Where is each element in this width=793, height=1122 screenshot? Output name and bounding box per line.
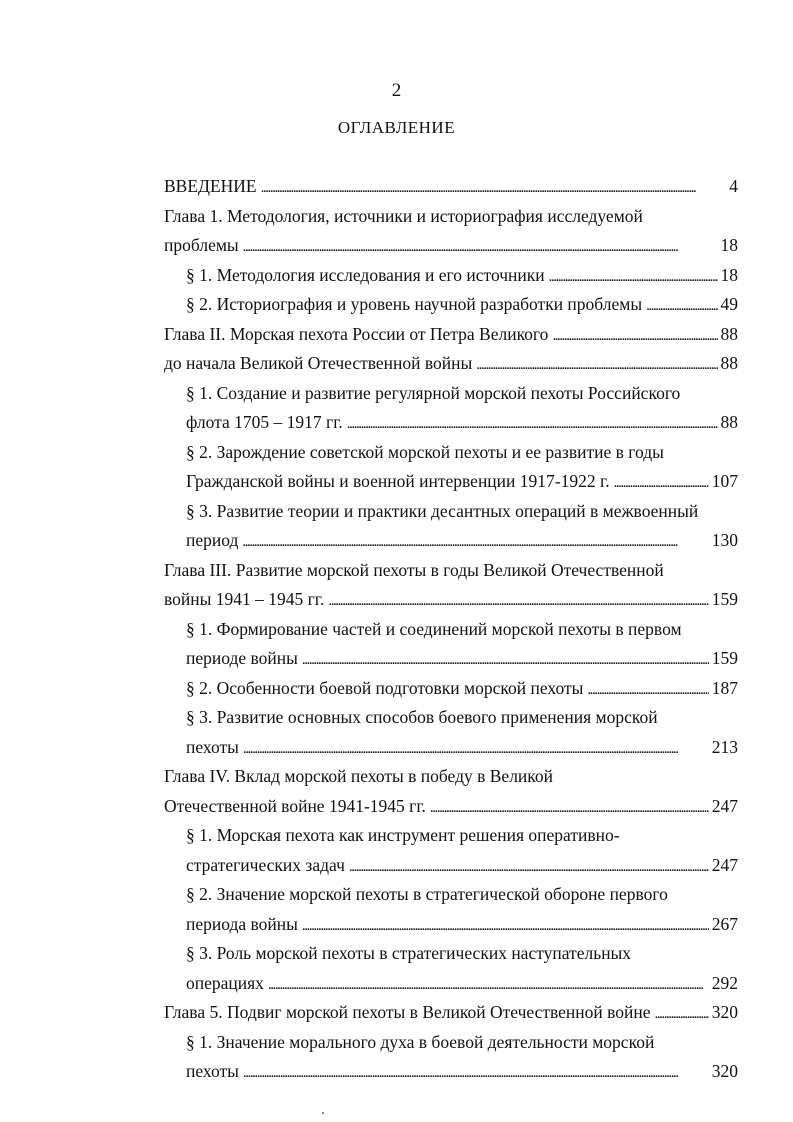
toc-entry-chapter-1-line2 [164, 231, 738, 261]
toc-entry-title: пехоты [186, 736, 239, 757]
toc-entry-page: 159 [711, 589, 738, 609]
toc-entry-page: 213 [711, 736, 738, 757]
dot-leader [302, 644, 709, 676]
dot-leader [549, 261, 718, 293]
toc-entry-ch2-section-2-line1 [164, 438, 738, 468]
toc-entry-introduction [164, 172, 738, 202]
toc-entry-ch3-section-1-line1 [164, 615, 738, 645]
dot-leader [242, 526, 708, 558]
toc-entry-title: Глава 1. Методология, источники и историография исследуемой [164, 205, 643, 226]
toc-entry-page: 88 [720, 412, 738, 432]
toc-entry-title: § 1. Методология исследования и его источники [186, 264, 545, 285]
toc-entry-page: 88 [720, 353, 738, 373]
dot-leader [430, 792, 709, 824]
toc-entry-chapter-1-line1 [164, 202, 738, 232]
toc-entry-ch3-section-1-line2 [164, 644, 738, 674]
toc-entry-page: 49 [720, 294, 738, 314]
toc-entry-title: пехоты [186, 1061, 239, 1081]
toc-entry-title: § 1. Значение морального духа в боевой деятельности морской [186, 1031, 655, 1052]
toc-entry-title: стратегических задач [186, 854, 345, 875]
dot-leader [243, 733, 709, 765]
toc-entry-ch3-section-3-line2 [164, 733, 738, 763]
toc-entry-chapter-3-line1 [164, 556, 738, 586]
toc-entry-title: § 2. Особенности боевой подготовки морской пехоты [186, 677, 584, 698]
toc-entry-title: Отечественной войне 1941-1945 гг. [164, 795, 426, 816]
toc-entry-page: 159 [711, 648, 738, 668]
toc-entry-title: проблемы [164, 235, 239, 255]
toc-entry-ch3-section-2 [164, 674, 738, 704]
dot-leader [552, 320, 717, 352]
dot-leader [243, 231, 718, 263]
toc-entry-title: период [186, 530, 239, 550]
toc-entry-ch3-section-3-line1 [164, 703, 738, 733]
toc-entry-title: Глава II. Морская пехота России от Петра Великого [164, 323, 549, 344]
dot-leader [268, 969, 709, 1001]
toc-entry-title: § 2. Значение морской пехоты в стратегической обороне первого [186, 884, 668, 904]
toc-entry-title: § 3. Развитие основных способов боевого применения морской [186, 707, 658, 727]
toc-entry-chapter-4-line1 [164, 762, 738, 792]
toc-entry-title: ВВЕДЕНИЕ [164, 176, 257, 196]
toc-entry-ch5-section-1-line1 [164, 1028, 738, 1058]
toc-entry-page: 247 [711, 795, 738, 816]
toc-entry-title: § 1. Создание и развитие регулярной морской пехоты Российского [186, 382, 681, 403]
dot-leader [243, 1057, 709, 1089]
dot-leader [347, 408, 718, 440]
toc-entry-chapter-5 [164, 998, 738, 1028]
toc-entry-title: Глава IV. Вклад морской пехоты в победу в Великой [164, 766, 554, 786]
toc-entry-ch1-section-1 [164, 261, 738, 291]
toc-entry-title: до начала Великой Отечественной войны [164, 353, 473, 373]
toc-entry-ch4-section-2-line2 [164, 910, 738, 940]
dot-leader [655, 998, 709, 1030]
dot-leader [614, 467, 709, 499]
toc-entry-page: 107 [711, 471, 738, 491]
toc-entry-ch2-section-3-line2 [164, 526, 738, 556]
toc-entry-title: § 1. Морская пехота как инструмент решения оперативно- [186, 825, 620, 845]
scan-speck [322, 1112, 324, 1114]
dot-leader [328, 585, 708, 617]
toc-entry-chapter-4-line2 [164, 792, 738, 822]
toc-entry-title: операциях [186, 972, 264, 993]
toc-entry-ch4-section-1-line2 [164, 851, 738, 881]
toc-entry-page: 88 [720, 323, 738, 344]
dot-leader [349, 851, 709, 883]
toc-entry-title: § 1. Формирование частей и соединений морской пехоты в первом [186, 618, 682, 639]
dot-leader [646, 290, 717, 322]
dot-leader [302, 910, 709, 942]
toc-entry-ch2-section-1-line1 [164, 379, 738, 409]
toc-entry-title: § 3. Роль морской пехоты в стратегических наступательных [186, 943, 632, 963]
dot-leader [476, 349, 717, 381]
toc-entry-ch2-section-1-line2 [164, 408, 738, 438]
toc-entry-title: периоде войны [186, 648, 298, 668]
toc-entry-ch2-section-2-line2 [164, 467, 738, 497]
toc-entry-page: 267 [711, 913, 738, 934]
toc-entry-chapter-2-line2 [164, 349, 738, 379]
toc-entry-title: § 2. Зарождение советской морской пехоты и ее развитие в годы [186, 441, 664, 462]
table-of-contents [164, 172, 738, 1087]
toc-entry-page: 130 [711, 530, 738, 550]
toc-entry-chapter-3-line2 [164, 585, 738, 615]
toc-entry-page: 247 [711, 854, 738, 875]
dot-leader [261, 172, 727, 204]
toc-entry-ch1-section-2 [164, 290, 738, 320]
toc-entry-title: периода войны [186, 913, 298, 934]
toc-entry-page: 320 [711, 1061, 738, 1081]
toc-entry-ch4-section-3-line1 [164, 939, 738, 969]
toc-entry-ch4-section-1-line1 [164, 821, 738, 851]
dot-leader [587, 674, 708, 706]
toc-entry-page: 320 [711, 1002, 738, 1022]
toc-title: ОГЛАВЛЕНИЕ [337, 118, 456, 137]
toc-entry-chapter-2-line1 [164, 320, 738, 350]
toc-entry-page: 18 [720, 235, 738, 255]
toc-entry-title: флота 1705 – 1917 гг. [186, 412, 343, 432]
toc-entry-ch2-section-3-line1 [164, 497, 738, 527]
toc-entry-ch4-section-2-line1 [164, 880, 738, 910]
toc-entry-page: 187 [711, 677, 738, 698]
toc-entry-page: 292 [711, 972, 738, 993]
toc-entry-title: Глава 5. Подвиг морской пехоты в Великой Отечественной войне [164, 1002, 651, 1022]
toc-entry-title: войны 1941 – 1945 гг. [164, 589, 325, 609]
toc-entry-title: Глава III. Развитие морской пехоты в годы Великой Отечественной [164, 559, 664, 580]
toc-entry-page: 4 [729, 176, 738, 196]
toc-entry-title: § 2. Историография и уровень научной разработки проблемы [186, 294, 643, 314]
toc-entry-page: 18 [720, 264, 738, 285]
toc-entry-title: § 3. Развитие теории и практики десантных операций в межвоенный [186, 500, 699, 521]
page-number: 2 [391, 80, 402, 101]
toc-entry-ch5-section-1-line2 [164, 1057, 738, 1087]
toc-entry-ch4-section-3-line2 [164, 969, 738, 999]
toc-entry-title: Гражданской войны и военной интервенции 1917-1922 г. [186, 471, 610, 491]
